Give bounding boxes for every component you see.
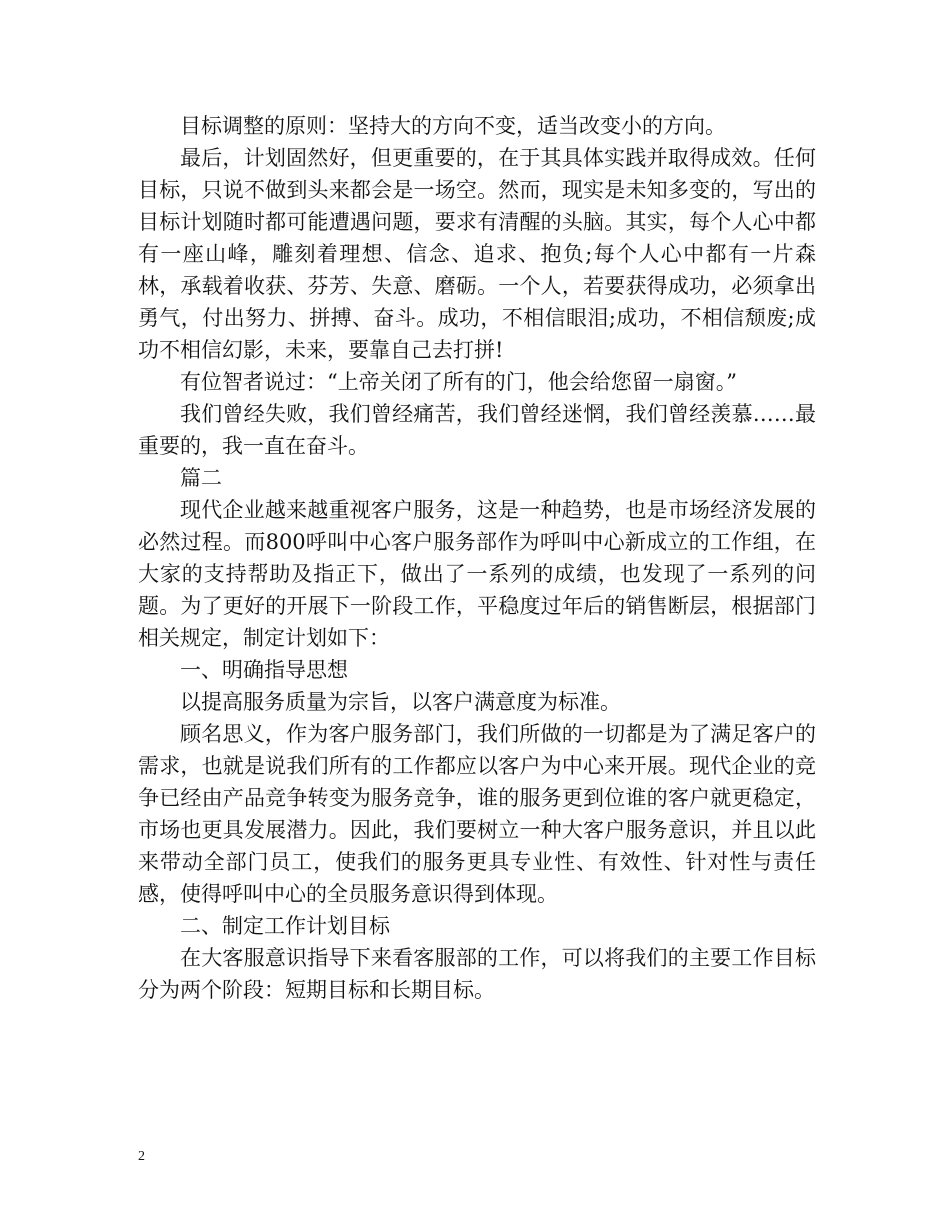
section-heading-part-two: 篇二 <box>180 466 222 490</box>
page-number: 2 <box>138 1149 145 1164</box>
paragraph-service-purpose: 以提高服务质量为宗旨，以客户满意度为标准。 <box>180 690 621 714</box>
paragraph-customer-service-intro: 现代企业越来越重视客户服务，这是一种趋势，也是市场经济发展的必然过程。而800呼叫中心客户服务部作为呼叫中心新成立的工作组，在大家的支持帮助及指正下，做出了一系列的成绩，也发现了一系列的问题。为了更好的开展下一阶段工作，平稳度过年后的销售断层，根据部门相关规定，制定计划如下： <box>138 498 816 650</box>
heading-guiding-thought: 一、明确指导思想 <box>180 658 348 682</box>
paragraph-customer-centered: 顾名思义，作为客户服务部门，我们所做的一切都是为了满足客户的需求，也就是说我们所有的工作都应以客户为中心来开展。现代企业的竞争已经由产品竞争转变为服务竞争，谁的服务更到位谁的客户就更稳定，市场也更具发展潜力。因此，我们要树立一种大客户服务意识，并且以此来带动全部门员工，使我们的服务更具专业性、有效性、针对性与责任感，使得呼叫中心的全员服务意识得到体现。 <box>138 722 816 906</box>
paragraph-struggle: 我们曾经失败，我们曾经痛苦，我们曾经迷惘，我们曾经羡慕……最重要的，我一直在奋斗。 <box>138 402 816 458</box>
paragraph-goal-principle: 目标调整的原则：坚持大的方向不变，适当改变小的方向。 <box>180 114 726 138</box>
paragraph-plan-practice: 最后，计划固然好，但更重要的，在于其具体实践并取得成效。任何目标，只说不做到头来都会是一场空。然而，现实是未知多变的，写出的目标计划随时都可能遭遇问题，要求有清醒的头脑。其实，每个人心中都有一座山峰，雕刻着理想、信念、追求、抱负;每个人心中都有一片森林，承载着收获、芬芳、失意、磨砺。一个人，若要获得成功，必须拿出勇气，付出努力、拼搏、奋斗。成功，不相信眼泪;成功，不相信颓废;成功不相信幻影，未来，要靠自己去打拼! <box>138 146 816 362</box>
heading-work-plan-goals: 二、制定工作计划目标 <box>180 914 390 938</box>
document-body <box>138 110 816 1006</box>
paragraph-two-stage-goals: 在大客服意识指导下来看客服部的工作，可以将我们的主要工作目标分为两个阶段：短期目标和长期目标。 <box>138 946 816 1002</box>
paragraph-wise-quote: 有位智者说过：“上帝关闭了所有的门，他会给您留一扇窗。” <box>180 370 737 394</box>
